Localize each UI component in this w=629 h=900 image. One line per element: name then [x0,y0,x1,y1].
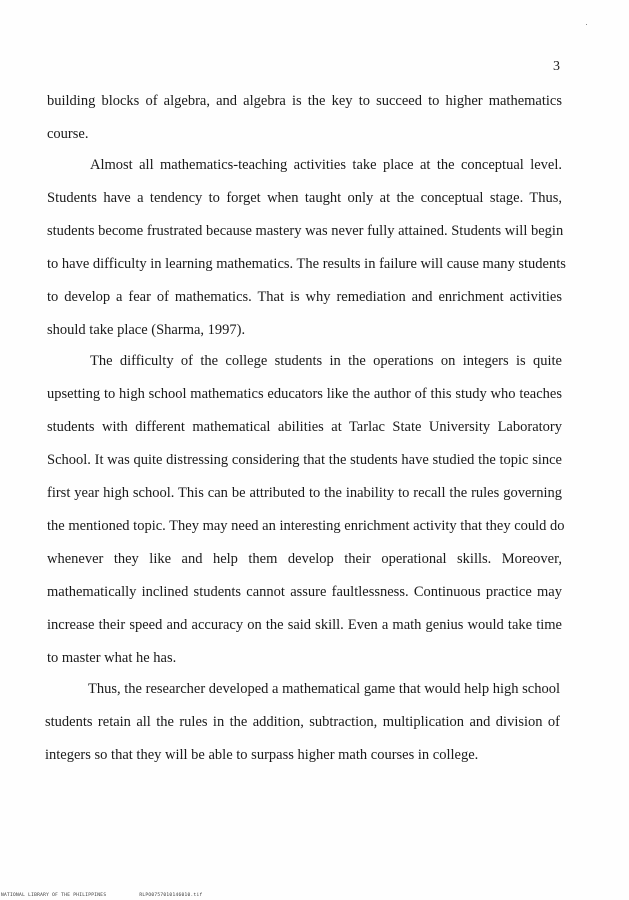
text-line: students become frustrated because mastery was never fully attained. Students will begin [47,223,564,239]
text-line: to develop a fear of mathematics. That is why remediation and enrichment activities [47,289,562,305]
text-line: Thus, the researcher developed a mathematical game that would help high school [88,681,560,697]
text-line: students with different mathematical abilities at Tarlac State University Laboratory [47,419,562,435]
text-line: School. It was quite distressing considering that the students have studied the topic since [47,452,562,468]
text-line: increase their speed and accuracy on the said skill. Even a math genius would take time [47,617,562,633]
text-line: The difficulty of the college students in the operations on integers is quite [90,353,562,369]
scan-speck [586,24,587,25]
text-line: upsetting to high school mathematics educators like the author of this study who teaches [47,386,562,402]
text-line: to master what he has. [47,650,177,666]
paragraph-continuation [47,92,562,158]
text-line: building blocks of algebra, and algebra is the key to succeed to higher mathematics [47,93,562,109]
text-line: to have difficulty in learning mathematics. The results in failure will cause many students [47,256,566,272]
footer-library: NATIONAL LIBRARY OF THE PHILIPPINES [1,893,107,898]
page-number: 3 [553,59,560,74]
text-line: first year high school. This can be attributed to the inability to recall the rules governing [47,485,562,501]
text-line: mathematically inclined students cannot assure faultlessness. Continuous practice may [47,584,562,600]
text-line: course. [47,126,89,142]
text-line: Students have a tendency to forget when taught only at the conceptual stage. Thus, [47,190,562,206]
paragraph-integer-difficulty [47,352,565,682]
paragraph-researcher-game [45,680,560,779]
text-line: Almost all mathematics-teaching activities take place at the conceptual level. [90,157,562,173]
text-line: students retain all the rules in the addition, subtraction, multiplication and division of [45,714,560,730]
text-line: integers so that they will be able to surpass higher math courses in college. [45,747,479,763]
scan-footer [1,893,233,898]
text-line: the mentioned topic. They may need an interesting enrichment activity that they could do [47,518,565,534]
footer-code: RLPO0757010146010.tif [139,893,203,898]
paragraph-conceptual-level [47,156,566,354]
text-line: should take place (Sharma, 1997). [47,322,246,338]
text-line: whenever they like and help them develop their operational skills. Moreover, [47,551,562,567]
